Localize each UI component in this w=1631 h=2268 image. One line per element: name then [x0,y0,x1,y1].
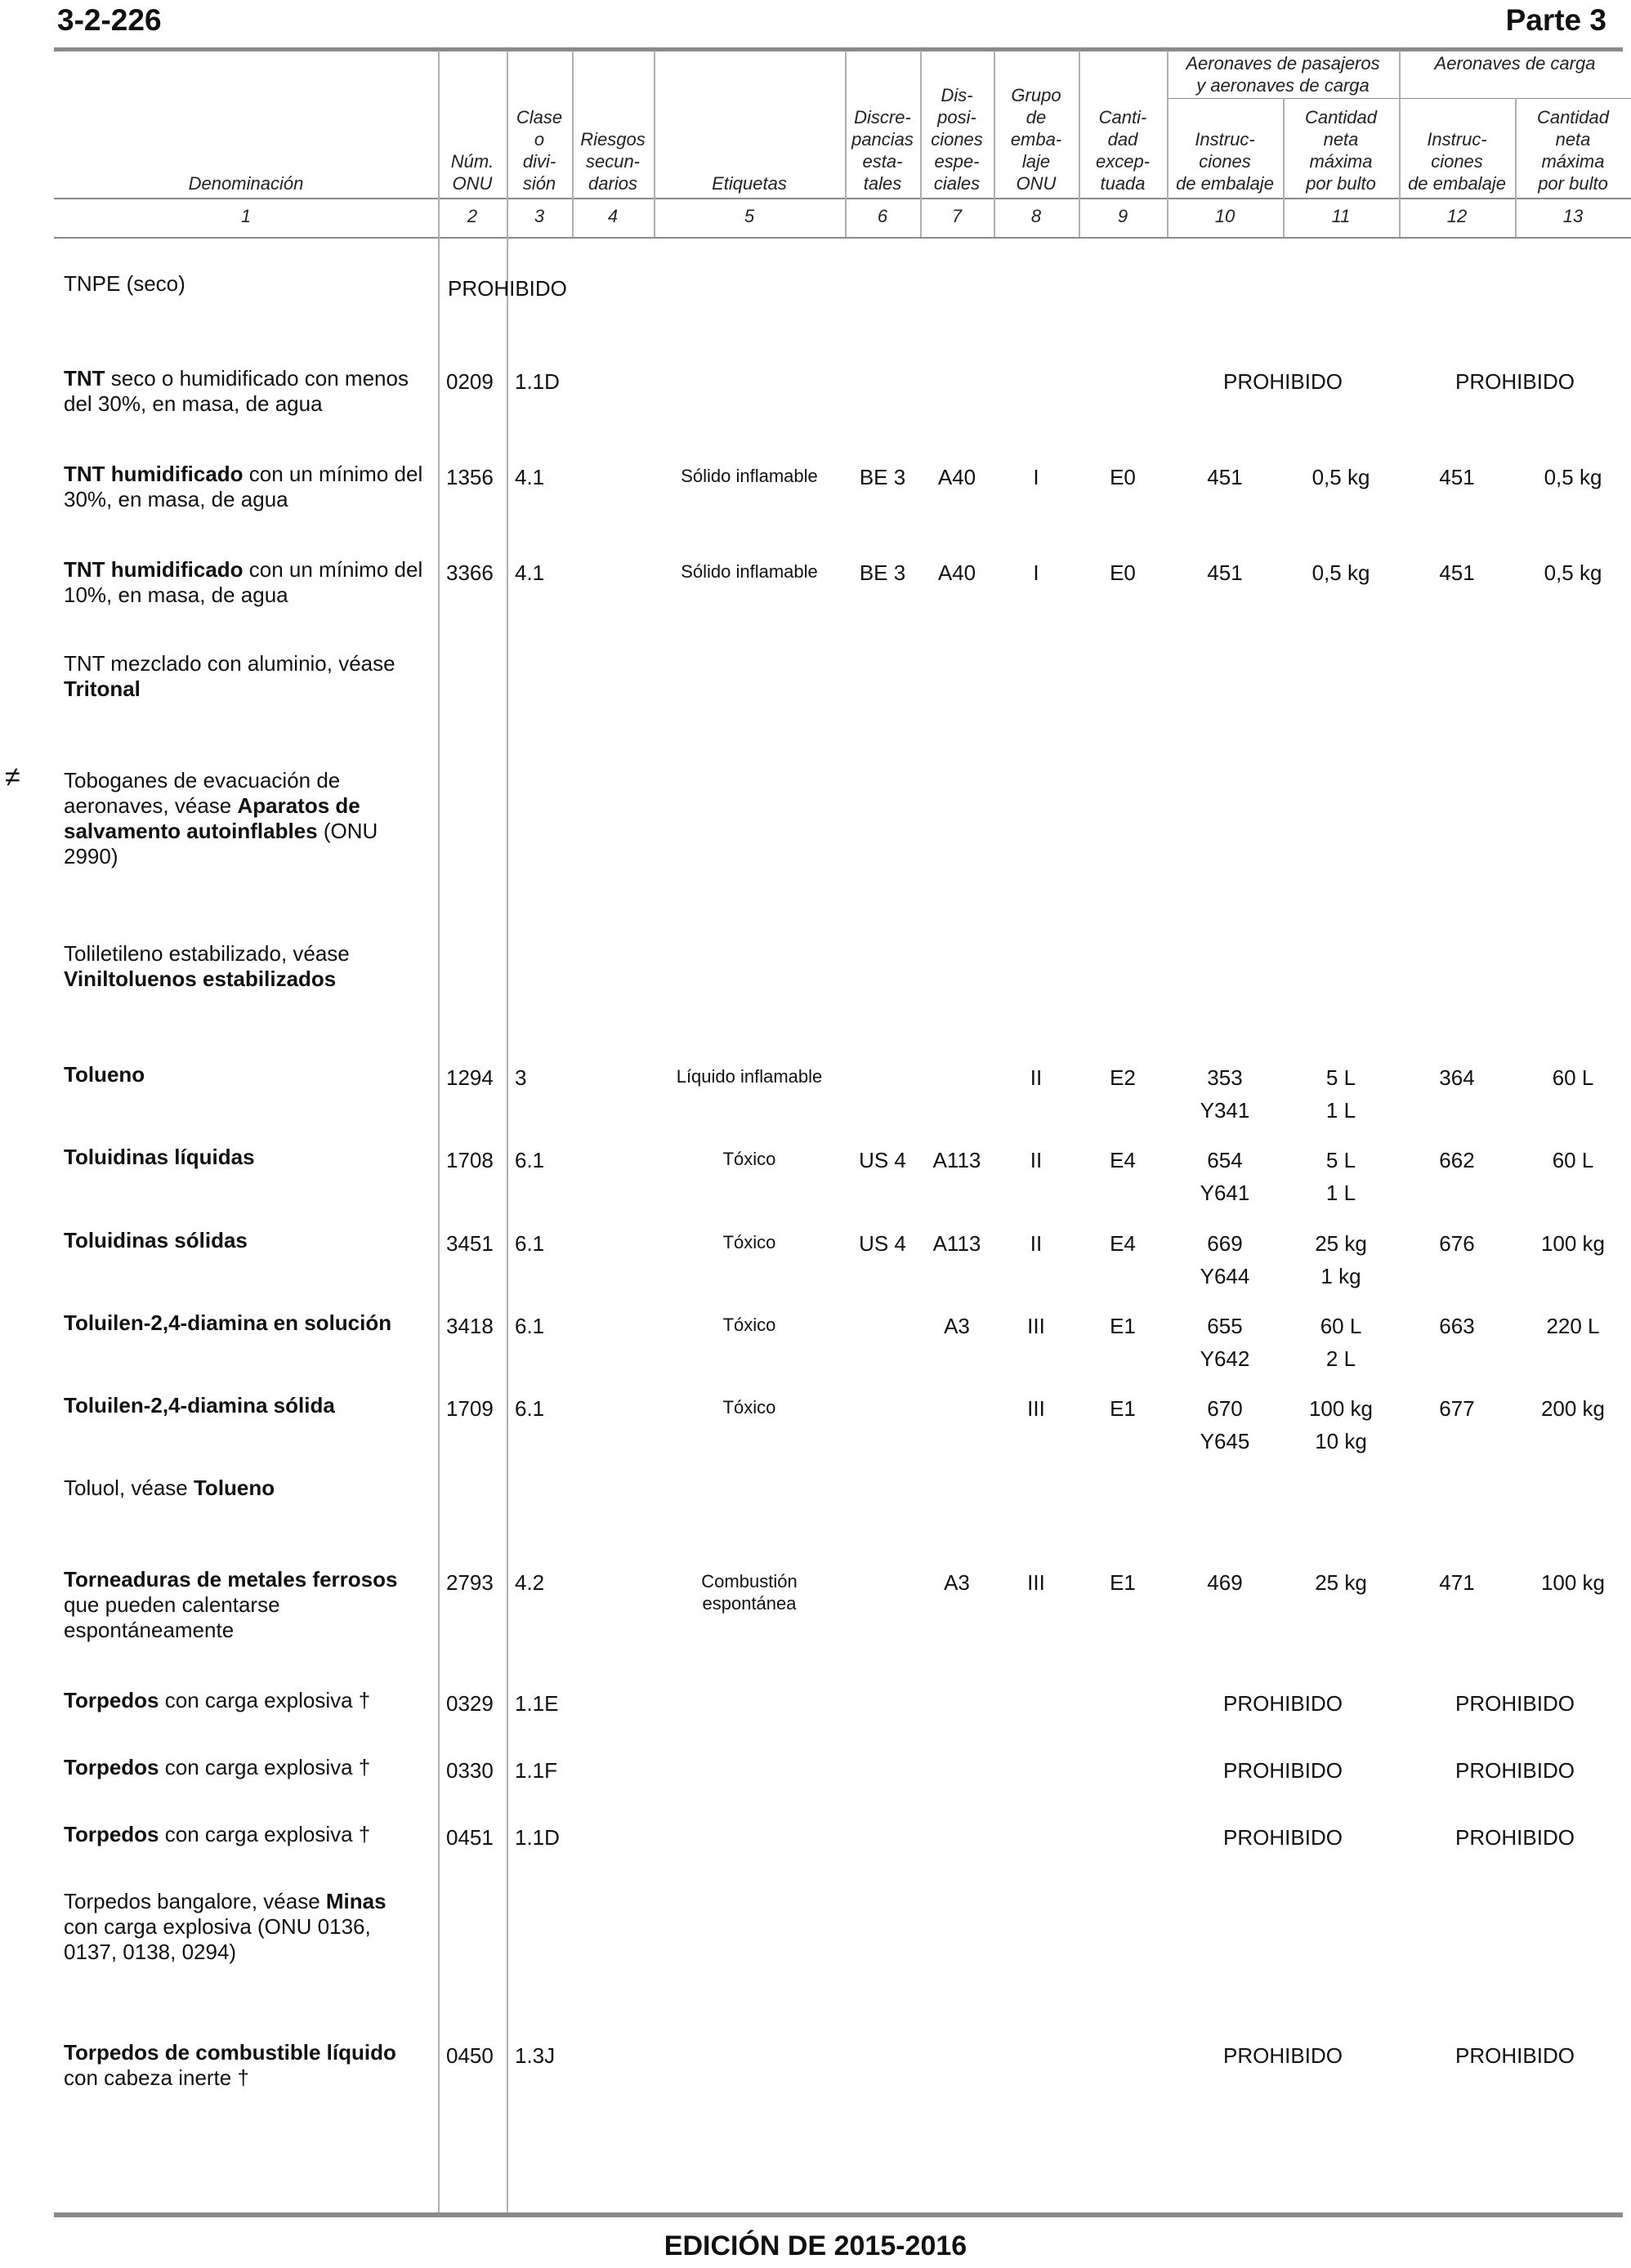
pi-pass-y-cell: Y641 [1200,1181,1250,1205]
header-line: Denominación [188,173,304,194]
denominacion-cell [64,462,423,512]
name-part: (ONU 2990) [64,819,378,868]
header-line: sión [522,173,556,194]
header-col10 [1167,101,1283,194]
label-cell: Tóxico [722,1397,776,1418]
part-label: Parte 3 [1505,3,1606,37]
pi-cargo-cell: 451 [1439,560,1475,585]
name-part: con carga explosiva † [159,1822,371,1846]
excepted-cell: E0 [1110,465,1136,489]
header-line: ONU [452,173,493,194]
pi-cargo-cell: 364 [1439,1065,1475,1090]
header-col13 [1515,101,1631,194]
pi-cargo-cell: 471 [1439,1570,1475,1595]
group-cell: I [1033,560,1039,585]
prohibido-passenger-cell: PROHIBIDO [1223,2043,1343,2068]
state-cell: US 4 [859,1148,906,1172]
denominacion-cell [64,651,423,702]
header-line: divi- [522,151,556,172]
denominacion-cell [64,271,423,297]
denominacion-cell [64,1393,423,1418]
header-line: o [534,129,545,150]
pi-pass-cell: 451 [1207,465,1243,489]
excepted-cell: E2 [1110,1065,1136,1090]
class-cell: 3 [515,1065,527,1090]
un-number-cell: 3451 [446,1231,494,1256]
pi-pass-cell: 451 [1207,560,1243,585]
name-bold-part: Viniltoluenos estabilizados [64,967,337,991]
header-line: Instruc- [1427,129,1487,150]
header-line: Etiquetas [712,173,787,194]
header-col7 [920,54,994,194]
prohibido-cargo-cell: PROHIBIDO [1455,1758,1575,1783]
excepted-cell: E1 [1110,1570,1136,1595]
name-part: Toboganes de evacuación de aeronaves, véase [64,768,341,818]
excepted-cell: E4 [1110,1148,1136,1172]
pi-pass-cell: 669 [1207,1231,1243,1256]
pi-pass-y-cell: Y341 [1200,1098,1250,1123]
name-bold-part: Tolueno [64,1062,145,1087]
edition-footer: EDICIÓN DE 2015-2016 [664,2230,967,2261]
prohibido-passenger-cell: PROHIBIDO [1223,1758,1343,1783]
special-cell: A40 [937,465,976,489]
column-number: 5 [744,206,755,226]
name-bold-part: TNT humidificado [64,557,244,582]
denominacion-cell [64,1567,423,1643]
bottom-rule [54,2212,1623,2217]
prohibido-cell: PROHIBIDO [448,276,567,301]
header-line: Clase [516,107,563,127]
header-line: máxima [1309,151,1373,172]
un-number-cell: 0450 [446,2043,494,2068]
pi-cargo-cell: 677 [1439,1396,1475,1421]
name-part: con carga explosiva (ONU 0136, 0137, 0138, 0294) [64,1914,371,1964]
denominacion-cell [64,768,423,869]
name-part: con carga explosiva † [159,1755,371,1779]
qty-cargo-cell: 0,5 kg [1544,560,1602,585]
header-line: posi- [937,107,976,127]
denominacion-cell [64,1889,423,1965]
qty-pass-cell: 25 kg [1315,1231,1367,1256]
excepted-cell: E4 [1110,1231,1136,1256]
header-line: de embalaje [1408,173,1506,194]
denominacion-cell [64,941,423,992]
name-bold-part: Torpedos de combustible líquido [64,2040,396,2065]
state-cell: BE 3 [859,465,906,489]
pi-pass-cell: 353 [1207,1065,1243,1090]
un-number-cell: 1294 [446,1065,494,1090]
qty-cargo-cell: 60 L [1552,1148,1594,1172]
name-part: que pueden calentarse espontáneamente [64,1592,280,1642]
label-cell: Líquido inflamable [676,1066,823,1087]
header-line: neta [1323,129,1359,150]
label-cell: Tóxico [722,1315,776,1335]
header-line: espe- [934,151,980,172]
class-cell: 1.1F [515,1758,558,1783]
class-cell: 1.1D [515,1825,560,1850]
pi-pass-cell: 655 [1207,1314,1243,1338]
group-cell: II [1030,1065,1043,1090]
column-number: 1 [240,206,252,226]
header-passenger-group [1167,52,1399,96]
header-col2 [438,54,507,194]
name-part: con carga explosiva † [159,1688,371,1712]
name-bold-part: Toluidinas líquidas [64,1145,255,1169]
label-cell: Tóxico [722,1232,776,1252]
page-number: 3-2-226 [57,3,162,37]
prohibido-cargo-cell: PROHIBIDO [1455,369,1575,394]
header-line: Grupo [1011,85,1061,105]
label-cell: Sólido inflamable [681,561,818,582]
denominacion-cell [64,1310,423,1336]
name-bold-part: Tritonal [64,676,141,701]
header-line: ciones [1431,151,1483,172]
name-bold-part: TNT humidificado [64,462,244,486]
prohibido-passenger-cell: PROHIBIDO [1223,1825,1343,1850]
pi-pass-cell: 469 [1207,1570,1243,1595]
column-number: 10 [1214,206,1236,226]
header-line: ciales [933,173,981,194]
name-bold-part: Torpedos [64,1755,159,1779]
column-number: 8 [1030,206,1042,226]
group-cell: I [1033,465,1039,489]
name-part: seco o humidificado con menos del 30%, en masa, de agua [64,366,409,416]
denominacion-cell [64,1145,423,1170]
prohibido-passenger-cell: PROHIBIDO [1223,1691,1343,1716]
header-bottom-rule [54,198,1631,199]
denominacion-cell [64,1688,423,1713]
qty-cargo-cell: 100 kg [1540,1231,1606,1256]
qty-pass-cell: 0,5 kg [1312,465,1370,489]
name-part: Toluol, véase [64,1476,194,1500]
name-bold-part: Toluilen-2,4-diamina sólida [64,1393,335,1418]
state-cell: BE 3 [859,560,906,585]
name-part: con un mínimo del 30%, en masa, de agua [64,462,423,511]
pi-pass-y-cell: Y645 [1200,1429,1250,1453]
denominacion-cell [64,2040,423,2091]
class-cell: 4.1 [515,465,545,489]
name-part: con un mínimo del 10%, en masa, de agua [64,557,423,607]
qty-pass-y-cell: 1 kg [1320,1264,1361,1288]
un-number-cell: 3418 [446,1314,494,1338]
header-line: Cantidad [1536,107,1610,127]
name-part: Torpedos bangalore, véase [64,1889,326,1913]
qty-pass-cell: 60 L [1320,1314,1362,1338]
name-bold-part: Toluilen-2,4-diamina en solución [64,1310,392,1335]
header-line: máxima [1541,151,1605,172]
un-number-cell: 0329 [446,1691,494,1716]
name-bold-part: Minas [325,1889,387,1913]
header-line: pancias [851,129,914,150]
class-cell: 6.1 [515,1231,545,1256]
group-cell: III [1027,1396,1045,1421]
class-cell: 1.3J [515,2043,556,2068]
header-line: darios [588,173,637,194]
excepted-cell: E1 [1110,1314,1136,1338]
un-number-cell: 2793 [446,1570,494,1595]
header-line: por bulto [1306,173,1376,194]
name-bold-part: Aparatos de salvamento autoinflables [64,793,360,843]
label-cell: Tóxico [722,1149,776,1169]
pi-cargo-cell: 676 [1439,1231,1475,1256]
class-cell: 6.1 [515,1314,545,1338]
column-number: 4 [607,206,619,226]
group-cell: II [1030,1148,1043,1172]
header-line: Canti- [1098,107,1147,127]
denominacion-cell [64,1062,423,1087]
denominacion-cell [64,1476,423,1501]
qty-pass-y-cell: 1 L [1325,1098,1356,1123]
header-col3 [507,54,572,194]
column-number: 3 [534,206,545,226]
special-cell: A113 [932,1148,981,1172]
un-number-cell: 1708 [446,1148,494,1172]
label-cell: Sólido inflamable [681,466,818,486]
qty-cargo-cell: 0,5 kg [1544,465,1602,489]
qty-cargo-cell: 220 L [1546,1314,1600,1338]
column-number-rule [54,237,1631,239]
header-col11 [1283,101,1399,194]
name-bold-part: Torneaduras de metales ferrosos [64,1567,398,1592]
header-line: Discre- [854,107,911,127]
pi-cargo-cell: 662 [1439,1148,1475,1172]
prohibido-cargo-cell: PROHIBIDO [1455,1691,1575,1716]
class-cell: 4.1 [515,560,545,585]
column-number: 2 [467,206,478,226]
column-number: 9 [1117,206,1128,226]
excepted-cell: E1 [1110,1396,1136,1421]
name-part: con cabeza inerte † [64,2065,249,2090]
header-line: por bulto [1538,173,1608,194]
un-number-cell: 3366 [446,560,494,585]
denominacion-cell [64,557,423,608]
state-cell: US 4 [859,1231,906,1256]
header-col8 [994,54,1079,194]
pi-pass-y-cell: Y642 [1200,1346,1250,1371]
special-cell: A3 [944,1570,970,1595]
name-part: TNT mezclado con aluminio, véase [64,651,395,676]
body-col-divider [438,237,440,2212]
pi-cargo-cell: 451 [1439,465,1475,489]
name-bold-part: Torpedos [64,1822,159,1846]
header-line: laje [1021,151,1051,172]
header-col4 [572,54,654,194]
column-number: 7 [951,206,963,226]
un-number-cell: 0330 [446,1758,494,1783]
header-col6 [845,54,920,194]
denominacion-cell [64,1228,423,1253]
class-cell: 6.1 [515,1396,545,1421]
qty-cargo-cell: 100 kg [1540,1570,1606,1595]
header-line: ciones [931,129,983,150]
header-line: Núm. [450,151,494,172]
qty-pass-cell: 100 kg [1308,1396,1374,1421]
prohibido-passenger-cell: PROHIBIDO [1223,369,1343,394]
qty-pass-y-cell: 10 kg [1315,1429,1367,1453]
column-number: 6 [877,206,888,226]
name-part: Toliletileno estabilizado, véase [64,941,350,966]
header-line: emba- [1010,129,1062,150]
pi-pass-cell: 654 [1207,1148,1243,1172]
name-part: TNPE (seco) [64,271,185,296]
denominacion-cell [64,1822,423,1847]
prohibido-cargo-cell: PROHIBIDO [1455,2043,1575,2068]
header-line: Aeronaves de pasajeros [1186,53,1380,74]
qty-pass-y-cell: 1 L [1325,1181,1356,1205]
change-mark: ≠ [5,761,20,792]
header-cargo-group: Aeronaves de carga [1434,53,1596,74]
special-cell: A40 [937,560,976,585]
class-cell: 4.2 [515,1570,545,1595]
header-line: tales [863,173,902,194]
qty-pass-y-cell: 2 L [1325,1346,1356,1371]
header-col12 [1399,101,1515,194]
pi-pass-cell: 670 [1207,1396,1243,1421]
name-bold-part: TNT [64,366,105,391]
header-col9 [1079,54,1167,194]
un-number-cell: 0209 [446,369,494,394]
qty-cargo-cell: 60 L [1552,1065,1594,1090]
column-number: 11 [1331,206,1351,226]
header-line: Cantidad [1304,107,1378,127]
header-line: ONU [1016,173,1057,194]
header-line: tuada [1100,173,1146,194]
un-number-cell: 1709 [446,1396,494,1421]
header-line: de embalaje [1176,173,1274,194]
qty-cargo-cell: 200 kg [1540,1396,1606,1421]
qty-pass-cell: 5 L [1325,1065,1356,1090]
header-line: Riesgos [580,129,646,150]
denominacion-cell [64,366,423,417]
header-line: neta [1555,129,1591,150]
header-line: ciones [1199,151,1251,172]
group-cell: III [1027,1314,1045,1338]
body-col-divider [507,237,508,2212]
prohibido-cargo-cell: PROHIBIDO [1455,1825,1575,1850]
special-cell: A3 [944,1314,970,1338]
un-number-cell: 1356 [446,465,494,489]
header-line: de [1026,107,1047,127]
special-cell: A113 [932,1231,981,1256]
qty-pass-cell: 0,5 kg [1312,560,1370,585]
header-line: secun- [585,151,641,172]
qty-pass-cell: 5 L [1325,1148,1356,1172]
header-line: excep- [1095,151,1151,172]
column-number: 12 [1446,206,1468,226]
group-cell: II [1030,1231,1043,1256]
header-col1 [54,54,438,194]
name-bold-part: Toluidinas sólidas [64,1228,248,1252]
header-line: y aeronaves de carga [1196,75,1370,96]
name-bold-part: Tolueno [193,1476,275,1500]
class-cell: 6.1 [515,1148,545,1172]
header-line: dad [1107,129,1138,150]
pi-pass-y-cell: Y644 [1200,1264,1250,1288]
header-line: esta- [862,151,903,172]
class-cell: 1.1E [515,1691,559,1716]
header-col5 [654,54,845,194]
un-number-cell: 0451 [446,1825,494,1850]
qty-pass-cell: 25 kg [1315,1570,1367,1595]
label-cell: Combustión espontánea [701,1571,798,1614]
top-rule [54,47,1623,51]
header-line: Dis- [941,85,973,105]
group-cell: III [1027,1570,1045,1595]
header-line: Instruc- [1195,129,1255,150]
name-bold-part: Torpedos [64,1688,159,1712]
column-number: 13 [1562,206,1584,226]
denominacion-cell [64,1755,423,1780]
pi-cargo-cell: 663 [1439,1314,1475,1338]
excepted-cell: E0 [1110,560,1136,585]
class-cell: 1.1D [515,369,560,394]
